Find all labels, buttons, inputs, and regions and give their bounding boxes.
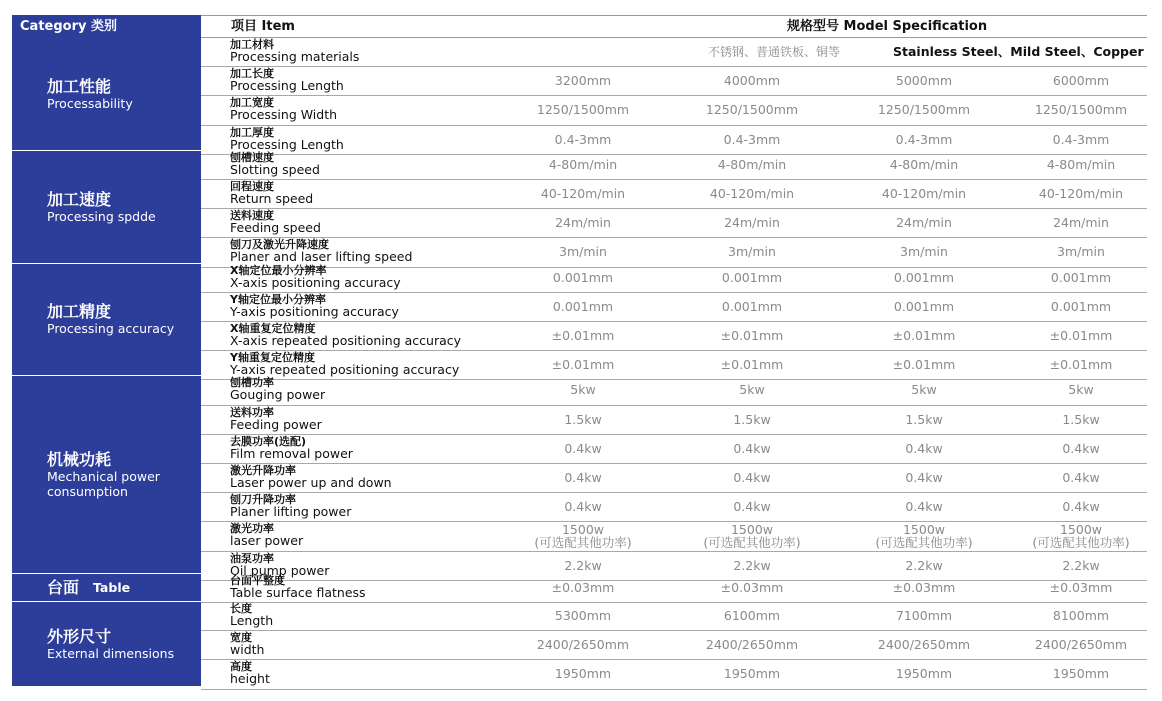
table-row — [201, 631, 1147, 660]
value-cell: 0.4kw — [1062, 440, 1100, 456]
category-group — [12, 151, 1147, 264]
value-cell — [508, 522, 658, 551]
table-row — [201, 602, 1147, 631]
value-cell: 40-120m/min — [709, 185, 795, 201]
item-label-en: Y-axis positioning accuracy — [230, 303, 399, 319]
category-name-en: External dimensions — [47, 645, 175, 661]
item-label-cn: Y轴重复定位精度 — [230, 351, 315, 365]
divider — [201, 15, 1147, 16]
value-cell: 0.4kw — [905, 469, 943, 485]
category-group — [12, 264, 1147, 377]
category-name-cn: 外形尺寸 — [47, 626, 112, 646]
value-cell: ±0.01mm — [720, 327, 784, 343]
value-cell: 6100mm — [723, 607, 781, 623]
item-label-en: Y-axis repeated positioning accuracy — [230, 362, 460, 378]
item-label-en: width — [230, 642, 265, 658]
item-label-cn: 去膜功率(选配) — [230, 434, 307, 448]
item-label-cn: 刨刀及激光升降速度 — [230, 238, 329, 252]
item-label-en: Planer and laser lifting speed — [230, 249, 413, 265]
item-label — [230, 575, 366, 600]
category-name-cn: 加工精度 — [47, 302, 112, 322]
value-cell: 0.4kw — [733, 440, 771, 456]
table-row — [201, 660, 1147, 689]
item-label-cn: 激光功率 — [230, 522, 274, 536]
item-label — [230, 377, 325, 402]
table-row — [201, 406, 1147, 435]
value-cell: 0.4kw — [1062, 469, 1100, 485]
item-label-en: height — [230, 671, 270, 687]
item-label — [230, 436, 353, 461]
item-label-en: Processing materials — [230, 49, 360, 64]
item-label-cn: 台面平整度 — [230, 573, 285, 587]
item-label-cn: 长度 — [230, 601, 252, 615]
item-label-cn: 送料功率 — [230, 405, 274, 419]
value-cell: 7100mm — [895, 607, 953, 623]
item-label-cn: 送料速度 — [230, 209, 274, 223]
value-cell: 40-120m/min — [540, 185, 626, 201]
value-cell: 4-80m/min — [1046, 156, 1116, 172]
item-label — [230, 68, 344, 93]
value-cell: 0.4kw — [1062, 499, 1100, 515]
value-note: (可选配其他功率) — [875, 535, 973, 551]
value-cell: 1.5kw — [733, 411, 771, 427]
item-label — [230, 97, 337, 122]
value-cell: 2.2kw — [733, 557, 771, 573]
value-main: 1500w — [730, 522, 774, 538]
value-cell: ±0.01mm — [720, 357, 784, 373]
value-cell: 1.5kw — [564, 411, 602, 427]
value-cell: 0.4-3mm — [723, 131, 781, 147]
value-cell: 5kw — [570, 382, 596, 398]
table-row — [201, 209, 1147, 238]
value-cell: 2.2kw — [905, 557, 943, 573]
value-main: 1500w — [561, 522, 605, 538]
item-label-cn: 刨槽速度 — [230, 150, 274, 164]
value-cell: 0.4kw — [564, 440, 602, 456]
item-label-en: Gouging power — [230, 387, 326, 403]
category-name-cn: 加工性能 — [47, 76, 112, 96]
table-row — [201, 376, 1147, 405]
value-cell: 1950mm — [1052, 666, 1110, 682]
item-label — [230, 523, 303, 548]
value-cell: ±0.01mm — [892, 327, 956, 343]
table-row — [201, 493, 1147, 522]
table-body — [12, 38, 1147, 687]
value-cell: 8100mm — [1052, 607, 1110, 623]
value-cell: 24m/min — [896, 215, 952, 231]
item-label-cn: 刨刀升降功率 — [230, 493, 296, 507]
category-header: Category 类别 — [12, 15, 201, 38]
value-cell: 4-80m/min — [717, 156, 787, 172]
item-label-en: laser power — [230, 533, 304, 549]
value-cell: ±0.01mm — [1049, 327, 1113, 343]
table-row — [201, 38, 1147, 67]
value-cell: 24m/min — [724, 215, 780, 231]
category-name-cn: 加工速度 — [47, 189, 112, 209]
item-label-en: Processing Width — [230, 107, 338, 123]
table-row — [201, 522, 1147, 551]
value-cell: 0.4-3mm — [554, 131, 612, 147]
category-name-en: Mechanical power consumption — [47, 469, 160, 500]
value-note: (可选配其他功率) — [703, 535, 801, 551]
category-name-en: Processing accuracy — [47, 321, 175, 337]
value-main: 1500w — [1059, 522, 1103, 538]
item-label-cn: 回程速度 — [230, 179, 274, 193]
value-cell: 0.4kw — [733, 499, 771, 515]
value-cell: 0.001mm — [721, 269, 783, 285]
value-cell: 0.001mm — [1050, 269, 1112, 285]
value-cell: ±0.01mm — [551, 327, 615, 343]
value-cell: 0.001mm — [721, 298, 783, 314]
value-cell — [1006, 522, 1156, 551]
value-cell: 2400/2650mm — [877, 637, 971, 653]
item-label-en: X-axis positioning accuracy — [230, 274, 401, 290]
table-row — [201, 322, 1147, 351]
value-cell: 2400/2650mm — [536, 637, 630, 653]
item-label — [230, 632, 264, 657]
value-cell: ±0.03mm — [720, 579, 784, 595]
value-cell: 1950mm — [554, 666, 612, 682]
item-label-cn: 油泵功率 — [230, 551, 274, 565]
category-name-en: Table — [93, 579, 131, 595]
value-cell: 24m/min — [1053, 215, 1109, 231]
value-cell: ±0.03mm — [1049, 579, 1113, 595]
value-cell: ±0.03mm — [551, 579, 615, 595]
value-cell: 1950mm — [895, 666, 953, 682]
value-cell: 2400/2650mm — [1034, 637, 1128, 653]
category-cell — [12, 264, 201, 376]
spec-table — [12, 15, 1147, 687]
item-label-en: Return speed — [230, 190, 314, 206]
item-label — [230, 465, 392, 490]
value-note: (可选配其他功率) — [534, 535, 632, 551]
category-name-en: Processability — [47, 95, 133, 111]
item-label-en: Oil pump power — [230, 562, 330, 578]
value-cell: 6000mm — [1052, 73, 1110, 89]
item-label-en: Film removal power — [230, 445, 353, 461]
value-cell: 3200mm — [554, 73, 612, 89]
category-cell — [12, 376, 201, 572]
item-label — [230, 661, 270, 686]
value-cell: 0.4-3mm — [1052, 131, 1110, 147]
value-cell: 5kw — [739, 382, 765, 398]
item-label-cn: 加工厚度 — [230, 125, 274, 139]
item-label — [230, 210, 321, 235]
value-cell: 2.2kw — [1062, 557, 1100, 573]
value-cell: 1250/1500mm — [536, 102, 630, 118]
table-row — [201, 96, 1147, 125]
value-cell: ±0.03mm — [892, 579, 956, 595]
item-label — [230, 265, 401, 290]
value-cell: 1.5kw — [905, 411, 943, 427]
category-cell — [12, 151, 201, 263]
value-cell: 5000mm — [895, 73, 953, 89]
table-row — [201, 435, 1147, 464]
value-cell: 3m/min — [559, 244, 607, 260]
table-row — [201, 67, 1147, 96]
value-cell: 40-120m/min — [1038, 185, 1124, 201]
value-cell: 0.001mm — [552, 269, 614, 285]
item-label — [230, 603, 273, 628]
category-name-cn: 台面 — [47, 577, 80, 597]
value-cell: 0.4kw — [564, 469, 602, 485]
value-cell: 3m/min — [728, 244, 776, 260]
item-label — [230, 39, 359, 64]
value-cell — [677, 522, 827, 551]
value-cell: 4000mm — [723, 73, 781, 89]
value-cell: 0.4kw — [733, 469, 771, 485]
item-label — [230, 239, 412, 264]
item-label — [230, 152, 320, 177]
table-row — [201, 180, 1147, 209]
item-label-en: Table surface flatness — [230, 584, 366, 600]
item-label-cn: 高度 — [230, 660, 252, 674]
category-name-en: Processing spdde — [47, 208, 156, 224]
table-row — [201, 574, 1147, 603]
value-cell: 2400/2650mm — [705, 637, 799, 653]
item-label — [230, 181, 313, 206]
value-cell: 0.001mm — [1050, 298, 1112, 314]
item-label — [230, 323, 461, 348]
item-label-cn: 激光升降功率 — [230, 463, 296, 477]
item-label-en: Feeding power — [230, 416, 322, 432]
value-cell: 1250/1500mm — [1034, 102, 1128, 118]
item-label-en: Laser power up and down — [230, 474, 392, 490]
item-label — [230, 294, 399, 319]
item-label-cn: 加工材料 — [230, 38, 274, 51]
item-header: 项目 Item — [231, 19, 295, 34]
value-cell: 1250/1500mm — [705, 102, 799, 118]
table-row — [201, 293, 1147, 322]
item-label — [230, 352, 459, 377]
value-cell: 0.001mm — [552, 298, 614, 314]
category-group — [12, 376, 1147, 578]
item-label-en: Processing Length — [230, 78, 344, 94]
table-row — [201, 264, 1147, 293]
category-group — [12, 574, 1147, 602]
value-cell: 3m/min — [900, 244, 948, 260]
item-label-en: Length — [230, 612, 274, 628]
item-label-en: Planer lifting power — [230, 504, 352, 520]
item-label-en: Processing Length — [230, 136, 344, 152]
category-cell — [12, 602, 201, 686]
value-cell: 0.4kw — [564, 499, 602, 515]
item-label — [230, 494, 351, 519]
value-cell: 3m/min — [1057, 244, 1105, 260]
item-label-en: Slotting speed — [230, 161, 320, 177]
value-cell: ±0.01mm — [892, 357, 956, 373]
value-cell: 24m/min — [555, 215, 611, 231]
material-cn: 不锈钢、普通铁板、铜等 — [708, 45, 841, 59]
value-cell: 5300mm — [554, 607, 612, 623]
table-row — [201, 464, 1147, 493]
value-cell: 0.4-3mm — [895, 131, 953, 147]
item-label-cn: 刨槽功率 — [230, 376, 274, 390]
value-cell: 2.2kw — [564, 557, 602, 573]
value-note: (可选配其他功率) — [1032, 535, 1130, 551]
table-header — [12, 15, 1147, 38]
value-cell: 1950mm — [723, 666, 781, 682]
item-label — [230, 127, 344, 152]
item-label-en: Feeding speed — [230, 220, 321, 236]
value-cell: 40-120m/min — [881, 185, 967, 201]
value-cell: 5kw — [1068, 382, 1094, 398]
category-cell — [12, 38, 201, 150]
material-en: Stainless Steel、Mild Steel、Copper — [893, 44, 1144, 59]
item-label-cn: 加工宽度 — [230, 96, 274, 110]
category-cell — [12, 574, 201, 601]
item-label-cn: 加工长度 — [230, 67, 274, 81]
value-cell: 0.001mm — [893, 269, 955, 285]
value-cell: ±0.01mm — [1049, 357, 1113, 373]
item-label — [230, 407, 322, 432]
table-row — [201, 151, 1147, 180]
value-cell: 1250/1500mm — [877, 102, 971, 118]
value-cell: 0.4kw — [905, 440, 943, 456]
value-cell: 0.4kw — [905, 499, 943, 515]
value-cell — [849, 522, 999, 551]
value-cell: 4-80m/min — [889, 156, 959, 172]
value-cell: 5kw — [911, 382, 937, 398]
item-label-cn: X轴重复定位精度 — [230, 321, 316, 335]
item-label-en: X-axis repeated positioning accuracy — [230, 332, 462, 348]
category-group — [12, 38, 1147, 151]
value-cell: 0.001mm — [893, 298, 955, 314]
value-cell: 4-80m/min — [548, 156, 618, 172]
category-group — [12, 602, 1147, 687]
item-label-cn: X轴定位最小分辨率 — [230, 263, 327, 277]
spec-header: 规格型号 Model Specification — [787, 19, 988, 34]
item-label-cn: Y轴定位最小分辨率 — [230, 292, 326, 306]
value-main: 1500w — [902, 522, 946, 538]
value-cell: ±0.01mm — [551, 357, 615, 373]
category-name-cn: 机械功耗 — [47, 450, 112, 470]
value-cell: 1.5kw — [1062, 411, 1100, 427]
item-label-cn: 宽度 — [230, 631, 252, 645]
